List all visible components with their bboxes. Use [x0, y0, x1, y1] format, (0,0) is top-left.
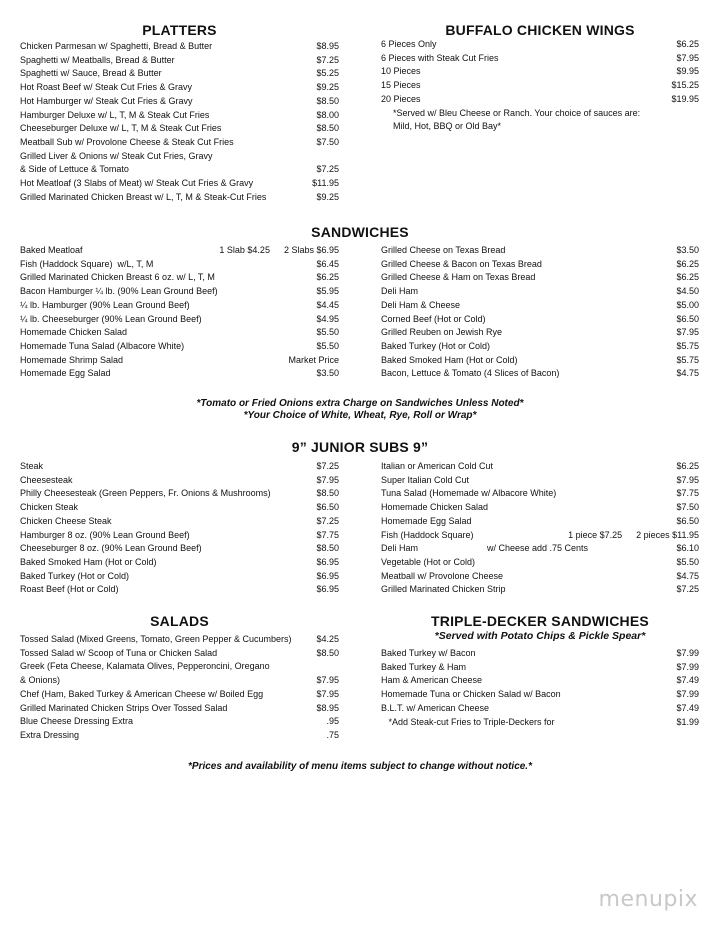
item-name: Chicken Cheese Steak [20, 515, 112, 526]
wings-title: BUFFALO CHICKEN WINGS [445, 22, 635, 38]
item-name: Baked Turkey & Ham [381, 661, 467, 672]
triple-section [381, 613, 699, 729]
sandwich-note-2: *Your Choice of White, Wheat, Rye, Roll or Wrap* [243, 410, 477, 421]
menu-item [20, 40, 339, 54]
menu-item [20, 326, 339, 340]
item-name: Homemade Chicken Salad [381, 502, 489, 513]
item-name: Homemade Shrimp Salad [20, 354, 124, 365]
menu-item [20, 529, 339, 543]
item-name: Tossed Salad w/ Scoop of Tuna or Chicken Salad [20, 647, 218, 658]
item-name: Baked Turkey (Hot or Cold) [381, 340, 491, 351]
subs-right-list-b [381, 556, 699, 597]
item-name: Homemade Egg Salad [20, 368, 111, 379]
item-price: $7.50 [676, 502, 699, 513]
item-price: $7.25 [316, 461, 339, 471]
menu-item [381, 93, 699, 107]
item-name: 10 Pieces [381, 66, 421, 77]
menu-item [381, 285, 699, 299]
item-price: $8.50 [316, 488, 339, 499]
menu-item [20, 54, 339, 68]
menu-item [20, 136, 339, 150]
item-price: $8.95 [316, 702, 339, 713]
item-price: $8.50 [316, 95, 339, 106]
menu-item [381, 52, 699, 66]
menu-item [20, 340, 339, 354]
platters-section [20, 22, 339, 204]
menu-item [381, 258, 699, 272]
item-name: 15 Pieces [381, 80, 421, 91]
item-name: Grilled Liver & Onions w/ Steak Cut Fries, Gravy [20, 150, 213, 161]
item-price: $9.25 [316, 82, 339, 93]
item-price: $7.25 [316, 164, 339, 175]
menu-item [381, 702, 699, 716]
item-name: Chicken Parmesan w/ Spaghetti, Bread & Butter [20, 41, 213, 51]
item-name: Grilled Cheese on Texas Bread [381, 245, 506, 255]
item-name: Deli Ham & Cheese [381, 299, 461, 310]
menu-item [20, 95, 339, 109]
item-price: $8.50 [316, 647, 339, 658]
subs-right [381, 460, 699, 597]
item-name: Homemade Tuna Salad (Albacore White) [20, 340, 185, 351]
item-price: $4.95 [316, 313, 339, 324]
item-name: Grilled Cheese & Bacon on Texas Bread [381, 258, 542, 269]
item-price: $7.25 [316, 54, 339, 65]
triple-title: TRIPLE-DECKER SANDWICHES [431, 613, 649, 629]
item-price: $4.75 [676, 570, 699, 581]
menu-item [20, 674, 339, 688]
menu-item-fish [381, 529, 699, 543]
item-price: $9.25 [316, 191, 339, 202]
menu-item [20, 367, 339, 381]
item-price: .75 [326, 729, 339, 740]
menu-item [20, 299, 339, 313]
item-price: $5.50 [676, 556, 699, 567]
item-price: $11.95 [312, 178, 339, 189]
subs-left-list [20, 460, 339, 597]
menu-item [381, 688, 699, 702]
item-price: $7.95 [316, 688, 339, 699]
slab-1-price: 1 Slab $4.25 [219, 245, 270, 255]
item-price: $4.45 [316, 299, 339, 310]
menu-item [20, 515, 339, 529]
item-name: Hamburger Deluxe w/ L, T, M & Steak Cut Fries [20, 109, 210, 120]
item-price: $6.95 [316, 584, 339, 595]
sandwiches-section [0, 224, 720, 244]
item-name: & Side of Lettuce & Tomato [20, 164, 129, 175]
menu-item [20, 150, 339, 164]
menu-item [20, 556, 339, 570]
menu-item-deli-ham [381, 542, 699, 556]
item-name: & Onions) [20, 675, 61, 686]
item-price: $6.25 [316, 272, 339, 283]
item-price: $7.49 [676, 702, 699, 713]
wings-note-2: Mild, Hot, BBQ or Old Bay* [393, 121, 502, 132]
item-price: $7.99 [676, 661, 699, 672]
item-price: $5.75 [676, 354, 699, 365]
menu-item [381, 65, 699, 79]
item-price: $7.99 [676, 648, 699, 658]
item-name: Greek (Feta Cheese, Kalamata Olives, Pepperoncini, Oregano [20, 661, 270, 672]
item-price: $7.50 [316, 136, 339, 147]
sandwiches-right-list [381, 244, 699, 381]
item-price: $7.95 [316, 675, 339, 686]
item-name: Grilled Marinated Chicken Strips Over Tossed Salad [20, 702, 228, 713]
menu-item [20, 487, 339, 501]
menu-item [381, 299, 699, 313]
item-price: $6.25 [676, 272, 699, 283]
item-price: $6.95 [316, 570, 339, 581]
item-name: Baked Smoked Ham (Hot or Cold) [381, 354, 518, 365]
menu-item [20, 460, 339, 474]
item-price: $4.50 [676, 286, 699, 297]
item-price: $7.25 [676, 584, 699, 595]
item-price: $6.50 [316, 502, 339, 513]
menu-item [20, 109, 339, 123]
menu-item [381, 487, 699, 501]
item-price: $3.50 [316, 368, 339, 379]
item-name: Hot Roast Beef w/ Steak Cut Fries & Gravy [20, 82, 193, 93]
item-price: $19.95 [671, 93, 699, 104]
item-name: Fish (Haddock Square) [381, 529, 474, 540]
item-name: Deli Ham [381, 286, 419, 297]
menu-item [381, 501, 699, 515]
item-name: Cheesesteak [20, 474, 73, 485]
menu-item [20, 702, 339, 716]
wings-section [381, 22, 699, 134]
item-name: 6 Pieces with Steak Cut Fries [381, 52, 499, 63]
slab-2-price: 2 Slabs $6.95 [283, 245, 339, 255]
triple-list [381, 647, 699, 729]
item-name: Fish (Haddock Square) w/L, T, M [20, 258, 154, 269]
watermark-logo: menupix [598, 887, 698, 912]
menu-item [381, 515, 699, 529]
item-name: Grilled Marinated Chicken Strip [381, 584, 506, 595]
item-price: Market Price [288, 354, 339, 365]
item-name: ¼ lb. Hamburger (90% Lean Ground Beef) [20, 299, 190, 310]
menu-item [20, 583, 339, 597]
menu-item [20, 729, 339, 743]
item-name: Steak [20, 461, 44, 471]
menu-item [381, 271, 699, 285]
menu-item [381, 570, 699, 584]
item-price: $8.50 [316, 543, 339, 554]
item-name: Baked Turkey (Hot or Cold) [20, 570, 130, 581]
item-name: Blue Cheese Dressing Extra [20, 716, 134, 727]
item-name: Homemade Egg Salad [381, 515, 472, 526]
item-name: Chicken Steak [20, 502, 79, 513]
menu-item [20, 67, 339, 81]
item-price: $15.25 [671, 80, 699, 91]
item-price: $6.10 [676, 543, 699, 554]
item-price: $9.95 [676, 66, 699, 77]
menu-item [20, 122, 339, 136]
item-name: Super Italian Cold Cut [381, 474, 470, 485]
platters-list [20, 40, 339, 204]
item-price: $7.25 [316, 515, 339, 526]
menu-item [20, 542, 339, 556]
platters-title: PLATTERS [142, 22, 217, 38]
item-price: $6.50 [676, 313, 699, 324]
item-name: Ham & American Cheese [381, 675, 483, 686]
item-price: $8.50 [316, 123, 339, 134]
item-price: $7.95 [316, 474, 339, 485]
item-price: $5.95 [316, 286, 339, 297]
salads-section [20, 613, 339, 743]
menu-item [20, 474, 339, 488]
menu-item [381, 340, 699, 354]
menu-item [20, 258, 339, 272]
item-name: Grilled Reuben on Jewish Rye [381, 327, 503, 338]
item-name: B.L.T. w/ American Cheese [381, 702, 490, 713]
item-price: $7.75 [676, 488, 699, 499]
wings-note-1: *Served w/ Bleu Cheese or Ranch. Your choice of sauces are: [393, 107, 641, 118]
item-name: Baked Smoked Ham (Hot or Cold) [20, 556, 157, 567]
menu-item [381, 556, 699, 570]
menu-item [20, 81, 339, 95]
item-price: $6.25 [676, 258, 699, 269]
menu-item-meatloaf [20, 244, 339, 258]
salads-title: SALADS [150, 613, 209, 629]
item-price: $6.25 [676, 461, 699, 471]
item-name: Roast Beef (Hot or Cold) [20, 584, 119, 595]
item-name: Tossed Salad (Mixed Greens, Tomato, Green Pepper & Cucumbers) [20, 634, 292, 644]
menu-item [381, 367, 699, 381]
item-price: $8.95 [316, 41, 339, 51]
item-name: *Add Steak-cut Fries to Triple-Deckers for [381, 716, 555, 727]
item-name: Homemade Tuna or Chicken Salad w/ Bacon [381, 689, 561, 700]
menu-item [20, 570, 339, 584]
menu-item [20, 660, 339, 674]
item-price: $8.00 [316, 109, 339, 120]
item-price: $4.25 [316, 634, 339, 644]
subs-title: 9” JUNIOR SUBS 9” [291, 439, 429, 455]
item-price: $7.95 [676, 52, 699, 63]
item-price: $6.25 [676, 39, 699, 49]
subs-section [0, 439, 720, 457]
menu-item [381, 354, 699, 368]
menu-item [381, 474, 699, 488]
item-name: Italian or American Cold Cut [381, 461, 494, 471]
menu-item [20, 313, 339, 327]
sandwiches-left [20, 244, 339, 381]
sandwiches-right [381, 244, 699, 381]
item-name: Homemade Chicken Salad [20, 327, 128, 338]
item-addon: w/ Cheese add .75 Cents [487, 543, 589, 554]
item-name: Hot Hamburger w/ Steak Cut Fries & Gravy [20, 95, 193, 106]
menu-item [20, 191, 339, 205]
item-name: Grilled Marinated Chicken Breast 6 oz. w/ L, T, M [20, 272, 215, 283]
item-price: $7.75 [316, 529, 339, 540]
menu-item [20, 715, 339, 729]
item-name: Spaghetti w/ Meatballs, Bread & Butter [20, 54, 175, 65]
menu-item [381, 674, 699, 688]
menu-item [381, 79, 699, 93]
wings-list [381, 38, 699, 107]
menu-item [20, 354, 339, 368]
piece-2-price: 2 pieces $11.95 [636, 529, 699, 540]
menu-item [381, 716, 699, 730]
menu-item [381, 244, 699, 258]
item-price: $7.49 [676, 675, 699, 686]
item-name: 6 Pieces Only [381, 39, 437, 49]
menu-item [20, 688, 339, 702]
footer-note: *Prices and availability of menu items subject to change without notice.* [188, 761, 532, 772]
item-name: Cheeseburger Deluxe w/ L, T, M & Steak Cut Fries [20, 123, 222, 134]
item-price: $7.95 [676, 327, 699, 338]
item-name: Tuna Salad (Homemade w/ Albacore White) [381, 488, 557, 499]
item-name: Vegetable (Hot or Cold) [381, 556, 476, 567]
item-price: $6.45 [316, 258, 339, 269]
menu-item [381, 38, 699, 52]
menu-item [20, 647, 339, 661]
item-name: Bacon Hamburger ¼ lb. (90% Lean Ground Beef) [20, 286, 218, 297]
item-price: $6.50 [676, 515, 699, 526]
menu-item [381, 583, 699, 597]
item-price: .95 [326, 716, 339, 727]
menu-item [20, 271, 339, 285]
menu-item [381, 647, 699, 661]
item-name: Baked Meatloaf [20, 245, 83, 255]
item-name: Philly Cheesesteak (Green Peppers, Fr. Onions & Mushrooms) [20, 488, 271, 499]
item-name: Cheeseburger 8 oz. (90% Lean Ground Beef) [20, 543, 202, 554]
item-name: Hamburger 8 oz. (90% Lean Ground Beef) [20, 529, 190, 540]
item-price: $6.95 [316, 556, 339, 567]
item-name: Deli Ham [381, 543, 419, 554]
item-name: Corned Beef (Hot or Cold) [381, 313, 486, 324]
item-name: Extra Dressing [20, 729, 80, 740]
item-price: $7.95 [676, 474, 699, 485]
item-price: $3.50 [676, 245, 699, 255]
item-name: Chef (Ham, Baked Turkey & American Cheese w/ Boiled Egg [20, 688, 264, 699]
sandwiches-title: SANDWICHES [311, 224, 409, 240]
item-name: Spaghetti w/ Sauce, Bread & Butter [20, 68, 162, 79]
item-price: $5.50 [316, 327, 339, 338]
menu-item [20, 285, 339, 299]
item-price: $5.00 [676, 299, 699, 310]
triple-subtitle: *Served with Potato Chips & Pickle Spear* [434, 630, 646, 642]
menu-item [381, 326, 699, 340]
menu-item [20, 633, 339, 647]
item-price: $1.99 [676, 716, 699, 727]
menu-item [20, 177, 339, 191]
item-name: Hot Meatloaf (3 Slabs of Meat) w/ Steak Cut Fries & Gravy [20, 178, 254, 189]
item-name: Baked Turkey w/ Bacon [381, 648, 476, 658]
item-name: ¼ lb. Cheeseburger (90% Lean Ground Beef) [20, 313, 202, 324]
item-price: $5.25 [316, 68, 339, 79]
item-name: Meatball w/ Provolone Cheese [381, 570, 504, 581]
subs-left [20, 460, 339, 597]
item-price: $4.75 [676, 368, 699, 379]
menu-item [20, 163, 339, 177]
item-price: $5.75 [676, 340, 699, 351]
item-name: Bacon, Lettuce & Tomato (4 Slices of Bacon) [381, 368, 560, 379]
item-price: $5.50 [316, 340, 339, 351]
menu-item [381, 313, 699, 327]
sandwiches-left-list [20, 258, 339, 381]
menu-item [20, 501, 339, 515]
item-price: $7.99 [676, 689, 699, 700]
menu-item [381, 460, 699, 474]
salads-list [20, 633, 339, 743]
item-name: Meatball Sub w/ Provolone Cheese & Steak Cut Fries [20, 136, 234, 147]
item-name: 20 Pieces [381, 93, 421, 104]
piece-1-price: 1 piece $7.25 [568, 529, 623, 540]
item-name: Grilled Cheese & Ham on Texas Bread [381, 272, 536, 283]
item-name: Grilled Marinated Chicken Breast w/ L, T, M & Steak-Cut Fries [20, 191, 267, 202]
menu-item [381, 661, 699, 675]
subs-right-list-a [381, 460, 699, 529]
sandwich-note-1: *Tomato or Fried Onions extra Charge on Sandwiches Unless Noted* [196, 398, 524, 409]
